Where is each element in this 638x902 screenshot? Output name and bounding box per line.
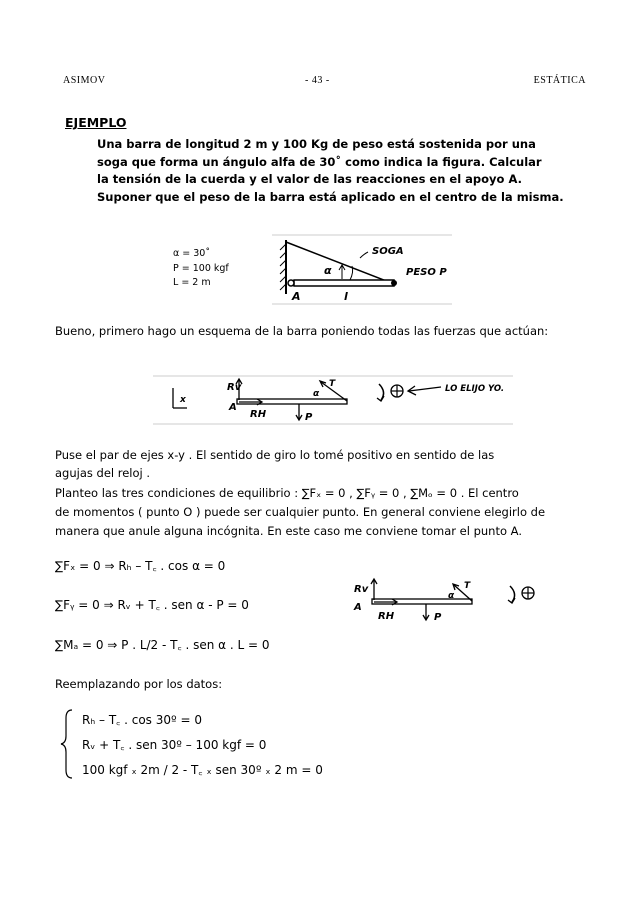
- replacing-text: Reemplazando por los datos:: [55, 677, 223, 691]
- system-equation-1: Rₕ – T꜀ . cos 30º = 0: [82, 713, 202, 727]
- header-right: ESTÁTICA: [533, 75, 586, 86]
- alpha-label: α: [324, 264, 332, 277]
- rope-label: SOGA: [372, 246, 404, 257]
- example-title: EJEMPLO: [65, 115, 127, 130]
- bar-rope-figure: [272, 232, 462, 307]
- data-alpha: α = 30˚: [173, 248, 211, 259]
- header-left: ASIMOV: [63, 75, 106, 86]
- system-equation-3: 100 kgf ₓ 2m / 2 - T꜀ ₓ sen 30º ₓ 2 m = 0: [82, 763, 323, 777]
- explanation-line: Planteo las tres condiciones de equilibrio : ∑Fₓ = 0 , ∑Fᵧ = 0 , ∑Mₒ = 0 . El centro: [55, 486, 519, 500]
- problem-line: la tensión de la cuerda y el valor de las reacciones en el apoyo A.: [97, 172, 522, 186]
- data-length: L = 2 m: [173, 277, 211, 288]
- explanation-line: manera que anule alguna incógnita. En este caso me conviene tomar el punto A.: [55, 524, 522, 538]
- support-pin: [288, 280, 294, 286]
- given-data: [173, 247, 229, 291]
- t-label: T: [464, 581, 471, 591]
- explanation-line: de momentos ( punto O ) puede ser cualquier punto. En general conviene elegirlo de: [55, 505, 546, 519]
- alpha-label: α: [313, 389, 320, 399]
- weight-label: PESO P: [406, 267, 447, 278]
- data-weight: P = 100 kgf: [173, 262, 229, 274]
- intro-text: Bueno, primero hago un esquema de la barra poniendo todas las fuerzas que actúan:: [55, 324, 549, 338]
- explanation-line: Puse el par de ejes x-y . El sentido de giro lo tomé positivo en sentido de las: [55, 448, 495, 462]
- p-label: P: [434, 612, 442, 623]
- header-page-number: - 43 -: [305, 75, 330, 86]
- problem-line: soga que forma un ángulo alfa de 30˚ como indica la figura. Calcular: [97, 154, 542, 169]
- rv-label: Rv: [354, 584, 369, 595]
- p-label: P: [305, 412, 313, 423]
- rv-label: Rv: [227, 382, 242, 393]
- system-brace: [60, 708, 76, 780]
- a-label: A: [229, 402, 237, 413]
- problem-line: Una barra de longitud 2 m y 100 Kg de peso está sostenida por una: [97, 137, 536, 151]
- point-a-label: A: [292, 290, 301, 303]
- equation-sum-ma: ∑Mₐ = 0 ⇒ P . L/2 - T꜀ . sen α . L = 0: [55, 638, 270, 652]
- bar: [294, 280, 394, 286]
- x-axis-label: x: [180, 395, 186, 405]
- a-label: A: [354, 602, 362, 613]
- choice-note: LO ELIJO YO.: [445, 384, 505, 394]
- equation-sum-fy: ∑Fᵧ = 0 ⇒ Rᵥ + T꜀ . sen α - P = 0: [55, 598, 249, 612]
- equation-sum-fx: ∑Fₓ = 0 ⇒ Rₕ – T꜀ . cos α = 0: [55, 559, 226, 573]
- explanation-line: agujas del reloj .: [55, 466, 151, 480]
- rh-label: RH: [250, 409, 267, 420]
- problem-statement: [97, 136, 567, 206]
- t-label: T: [329, 379, 336, 389]
- alpha-label: α: [448, 591, 455, 601]
- rh-label: RH: [378, 611, 395, 622]
- small-free-body-diagram: [350, 576, 540, 624]
- free-body-diagram: [153, 374, 523, 426]
- problem-line: Suponer que el peso de la barra está aplicado en el centro de la misma.: [97, 189, 564, 204]
- length-label: l: [344, 290, 348, 303]
- system-equation-2: Rᵥ + T꜀ . sen 30º – 100 kgf = 0: [82, 738, 267, 752]
